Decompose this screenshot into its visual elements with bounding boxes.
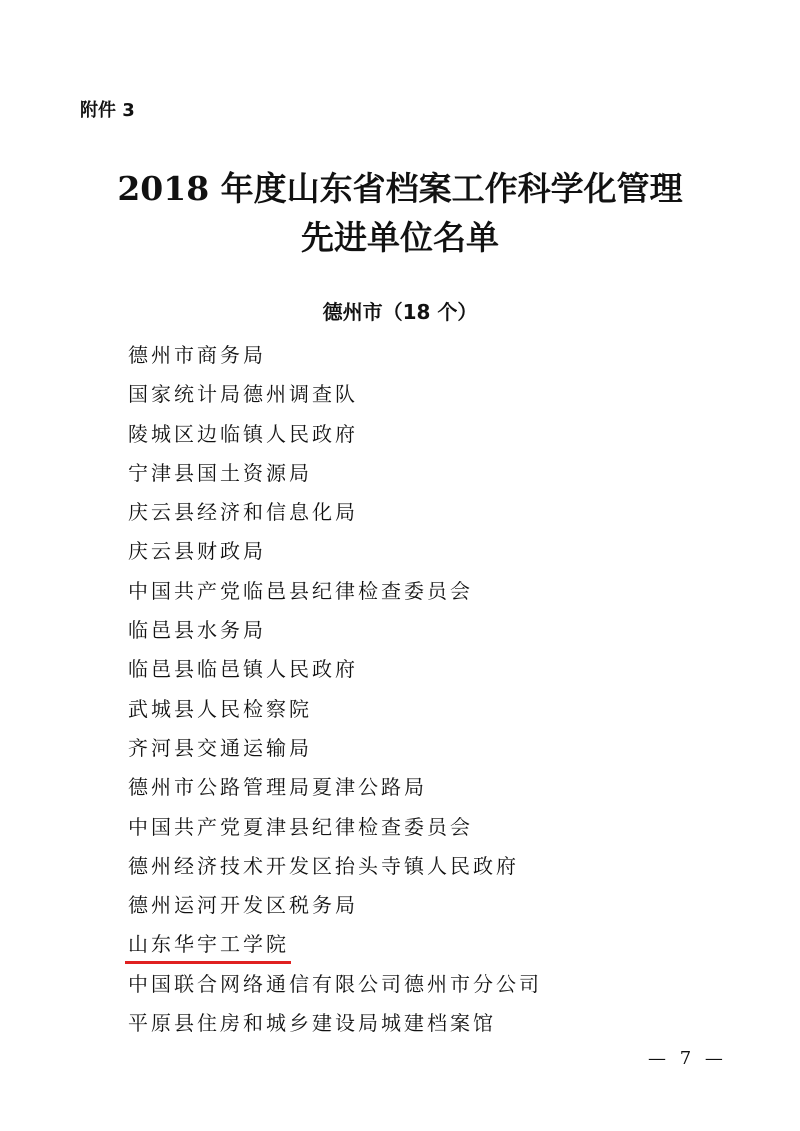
document-title-line-1: 2018 年度山东省档案工作科学化管理: [117, 169, 683, 208]
page-number: — 7 —: [648, 1048, 727, 1069]
list-item-highlighted: [128, 929, 542, 968]
list-item: 中国联合网络通信有限公司德州市分公司: [128, 971, 542, 996]
list-item: 临邑县水务局: [128, 618, 266, 643]
list-item: 平原县住房和城乡建设局城建档案馆: [128, 1011, 496, 1036]
list-item: 庆云县经济和信息化局: [128, 500, 358, 525]
list-item: 国家统计局德州调查队: [128, 382, 358, 407]
list-item: 陵城区边临镇人民政府: [128, 421, 358, 446]
list-item: 中国共产党临邑县纪律检查委员会: [128, 578, 473, 603]
document-title-line-2: 先进单位名单: [301, 218, 499, 257]
list-item: 武城县人民检察院: [128, 696, 312, 721]
list-item: 齐河县交通运输局: [128, 735, 312, 760]
list-item: 德州经济技术开发区抬头寺镇人民政府: [128, 853, 519, 878]
attachment-label: 附件 3: [80, 100, 135, 121]
list-item: 临邑县临邑镇人民政府: [128, 657, 358, 682]
list-item: 德州市商务局: [128, 343, 266, 367]
unit-list: [128, 340, 542, 1047]
list-item: 宁津县国土资源局: [128, 460, 312, 485]
list-item: 德州运河开发区税务局: [128, 893, 358, 918]
list-item: 中国共产党夏津县纪律检查委员会: [128, 814, 473, 839]
list-item: 庆云县财政局: [128, 539, 266, 564]
section-heading: 德州市（18 个）: [322, 300, 478, 324]
red-underlined-item: 山东华宇工学院: [125, 929, 291, 964]
list-item: 德州市公路管理局夏津公路局: [128, 775, 427, 800]
